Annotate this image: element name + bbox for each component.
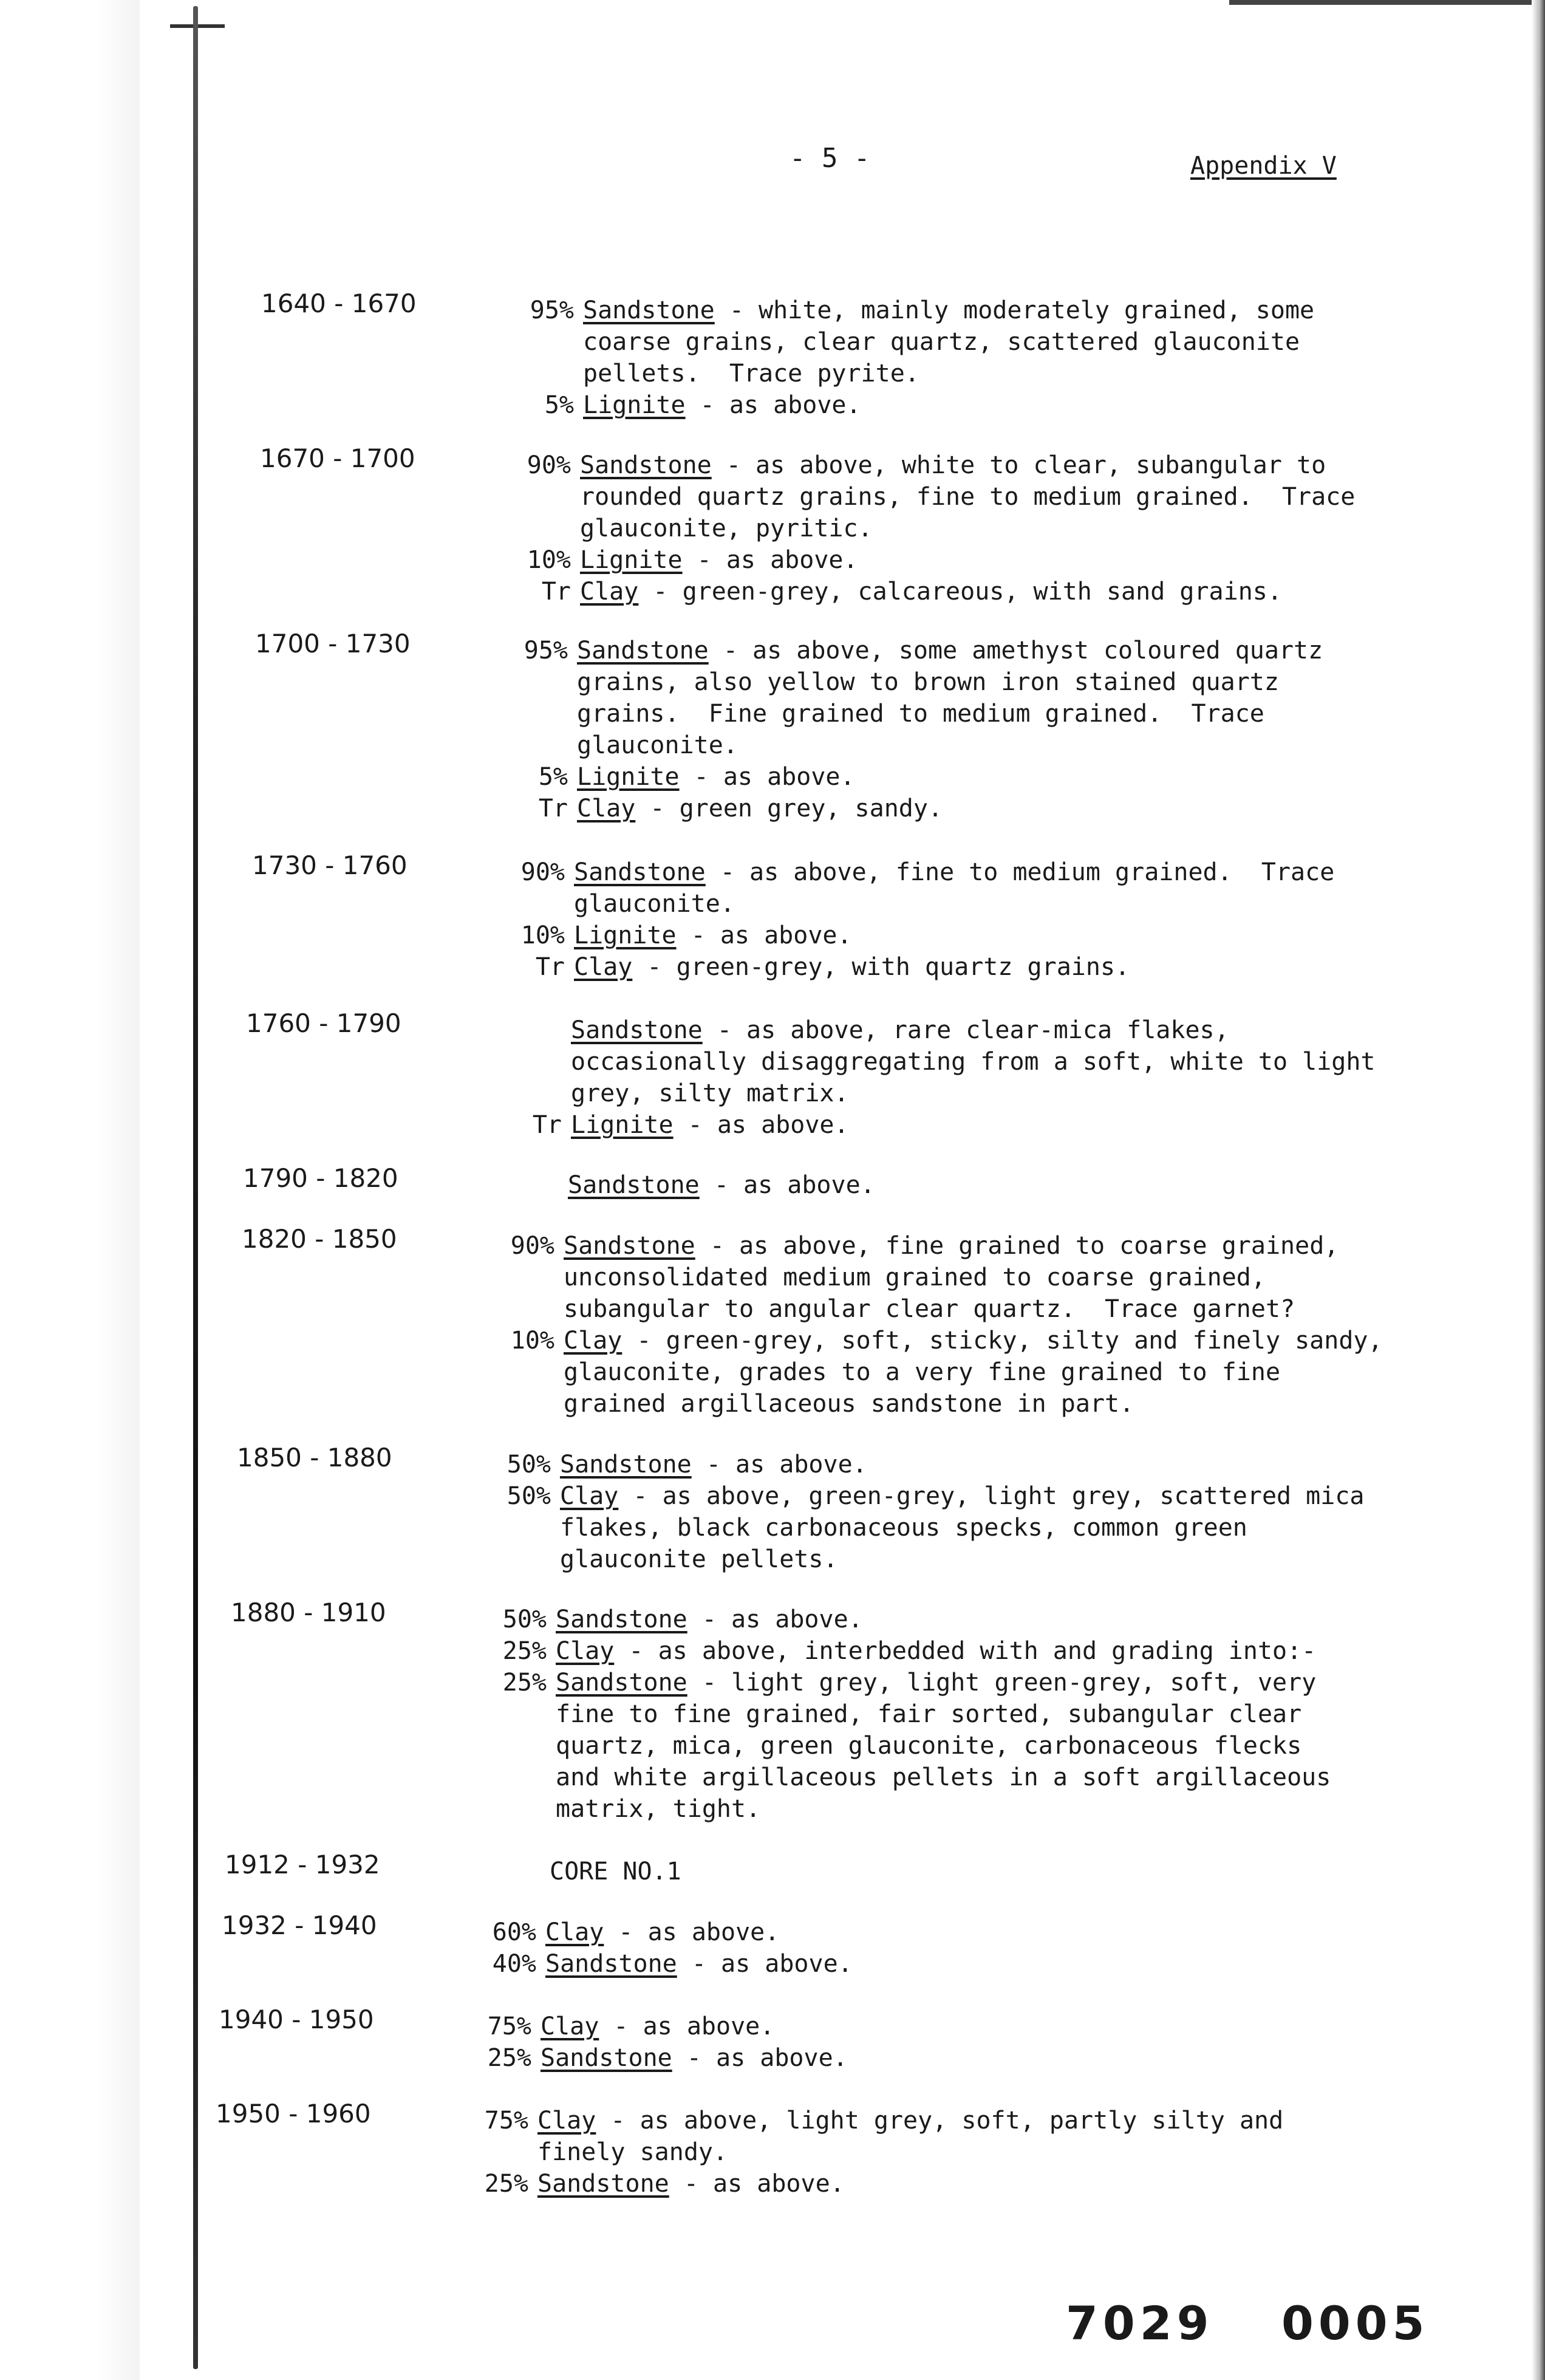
percentage: Tr	[538, 795, 568, 822]
depth-range: 1940 - 1950	[219, 2005, 374, 2034]
lithology-name: Clay	[564, 1327, 622, 1355]
description-text: - green-grey, with quartz grains.	[632, 953, 1130, 981]
lithology-name: Sandstone	[556, 1669, 687, 1697]
description-text: - as above.	[604, 1918, 780, 1946]
appendix-label: Appendix V	[1190, 152, 1337, 180]
depth-range: 1640 - 1670	[261, 289, 417, 318]
percentage: 25%	[487, 2044, 531, 2072]
lithology-name: Clay	[577, 795, 636, 822]
description-text: - as above.	[672, 2044, 848, 2072]
percentage: 90%	[510, 1232, 554, 1260]
description-text: glauconite, grades to a very fine grained to fine	[564, 1358, 1281, 1386]
depth-range: 1850 - 1880	[237, 1443, 392, 1472]
percentage: 95%	[530, 296, 574, 324]
description-text: glauconite.	[577, 731, 738, 759]
description-text: - white, mainly moderately grained, some	[714, 296, 1315, 324]
lithology-name: Lignite	[577, 763, 680, 791]
lithology-name: Clay	[560, 1482, 619, 1510]
percentage: Tr	[541, 578, 571, 606]
lithology-name: Sandstone	[564, 1232, 695, 1260]
description-text: - as above.	[669, 2170, 845, 2198]
description-text: matrix, tight.	[556, 1795, 761, 1823]
percentage: 75%	[484, 2107, 528, 2135]
description-text: - green-grey, soft, sticky, silty and finely sandy,	[622, 1327, 1383, 1355]
description-text: coarse grains, clear quartz, scattered glauconite	[583, 328, 1300, 356]
lithology-name: Sandstone	[537, 2170, 669, 2198]
description-text: - as above.	[687, 1605, 863, 1633]
footer-code-left: 7029	[1066, 2296, 1214, 2350]
description-text: - as above, interbedded with and grading into:-	[614, 1637, 1317, 1665]
description-text: - as above.	[679, 763, 855, 791]
description-text: - as above.	[682, 546, 858, 574]
percentage: 75%	[487, 2012, 531, 2040]
percentage: Tr	[535, 953, 565, 981]
description-text: - light grey, light green-grey, soft, very	[687, 1669, 1317, 1697]
depth-range: 1730 - 1760	[252, 850, 408, 880]
lithology-name: Sandstone	[571, 1016, 703, 1044]
lithology-name: Lignite	[574, 922, 677, 949]
description-text: rounded quartz grains, fine to medium grained. Trace	[580, 483, 1356, 511]
percentage: 5%	[544, 391, 574, 419]
depth-range: 1912 - 1932	[225, 1850, 380, 1879]
description-text: subangular to angular clear quartz. Trace garnet?	[564, 1295, 1295, 1323]
description-text: - as above, fine to medium grained. Trace	[705, 858, 1335, 886]
percentage: 50%	[506, 1451, 551, 1479]
description-text: fine to fine grained, fair sorted, subangular clear	[556, 1700, 1302, 1728]
percentage: Tr	[532, 1111, 562, 1139]
lithology-name: Clay	[574, 953, 633, 981]
lithology-name: Sandstone	[580, 451, 712, 479]
description-text: - as above.	[699, 1171, 875, 1199]
percentage: 25%	[484, 2170, 528, 2198]
description-text: unconsolidated medium grained to coarse grained,	[564, 1264, 1266, 1291]
page-number: - 5 -	[790, 143, 870, 174]
description-text: - as above, white to clear, subangular to	[711, 451, 1326, 479]
description-text: - as above.	[685, 391, 861, 419]
description-text: glauconite pellets.	[560, 1545, 838, 1573]
depth-range: 1932 - 1940	[222, 1910, 377, 1940]
percentage: 95%	[524, 637, 568, 665]
percentage: 10%	[527, 546, 571, 574]
description-text: grained argillaceous sandstone in part.	[564, 1390, 1134, 1418]
depth-range: 1760 - 1790	[246, 1008, 401, 1038]
percentage: 25%	[502, 1637, 547, 1665]
description-text: pellets. Trace pyrite.	[583, 360, 919, 388]
percentage: 90%	[527, 451, 571, 479]
description-text: - as above, some amethyst coloured quartz	[708, 637, 1323, 665]
percentage: 5%	[538, 763, 568, 791]
depth-range: 1700 - 1730	[255, 629, 411, 658]
depth-range: 1950 - 1960	[216, 2099, 371, 2129]
description-text: - as above, light grey, soft, partly silty and	[596, 2107, 1284, 2135]
lithology-name: Clay	[556, 1637, 615, 1665]
description-text: - as above, green-grey, light grey, scattered mica	[618, 1482, 1365, 1510]
description-text: and white argillaceous pellets in a soft argillaceous	[556, 1763, 1331, 1791]
lithology-name: Sandstone	[545, 1950, 677, 1978]
right-edge-shadow	[1532, 0, 1545, 2380]
description-text: grains. Fine grained to medium grained. Trace	[577, 700, 1264, 728]
lithology-name: Sandstone	[556, 1605, 687, 1633]
description-text: - green-grey, calcareous, with sand grains.	[638, 578, 1282, 606]
percentage: 25%	[502, 1669, 547, 1697]
lithology-name: Clay	[537, 2107, 596, 2135]
binding-margin	[0, 0, 140, 2380]
binding-line	[193, 6, 198, 2369]
description-text: quartz, mica, green glauconite, carbonaceous flecks	[556, 1732, 1302, 1760]
description-text: - as above, rare clear-mica flakes,	[702, 1016, 1229, 1044]
lithology-name: Sandstone	[541, 2044, 672, 2072]
lithology-name: Sandstone	[577, 637, 709, 665]
percentage: 10%	[510, 1327, 554, 1355]
percentage: 60%	[492, 1918, 536, 1946]
lithology-name: Lignite	[583, 391, 686, 419]
description-text: grains, also yellow to brown iron stained quartz	[577, 668, 1279, 696]
depth-range: 1820 - 1850	[242, 1224, 397, 1254]
lithology-name: Sandstone	[568, 1171, 700, 1199]
description-text: - as above.	[691, 1451, 867, 1479]
description-text: CORE NO.1	[550, 1858, 681, 1886]
description-text: occasionally disaggregating from a soft, white to light	[571, 1048, 1376, 1076]
lithology-name: Clay	[545, 1918, 604, 1946]
lithology-name: Lignite	[571, 1111, 674, 1139]
description-text: - as above, fine grained to coarse grained,	[695, 1232, 1339, 1260]
percentage: 50%	[502, 1605, 547, 1633]
lithology-name: Sandstone	[574, 858, 706, 886]
lithology-name: Sandstone	[583, 296, 715, 324]
description-text: grey, silty matrix.	[571, 1079, 849, 1107]
description-text: - green grey, sandy.	[635, 795, 943, 822]
lithology-name: Lignite	[580, 546, 683, 574]
depth-range: 1790 - 1820	[243, 1163, 398, 1193]
lithology-name: Sandstone	[560, 1451, 692, 1479]
description-text: glauconite, pyritic.	[580, 515, 873, 542]
depth-range: 1880 - 1910	[231, 1598, 386, 1627]
description-text: glauconite.	[574, 890, 735, 918]
lithology-name: Clay	[580, 578, 639, 606]
percentage: 40%	[492, 1950, 536, 1978]
percentage: 10%	[520, 922, 565, 949]
description-text: - as above.	[676, 922, 852, 949]
percentage: 90%	[520, 858, 565, 886]
description-text: - as above.	[599, 2012, 775, 2040]
description-text: - as above.	[677, 1950, 853, 1978]
description-text: - as above.	[673, 1111, 849, 1139]
percentage: 50%	[506, 1482, 551, 1510]
footer-code-right: 0005	[1281, 2296, 1430, 2350]
lithology-name: Clay	[541, 2012, 599, 2040]
description-text: flakes, black carbonaceous specks, common green	[560, 1514, 1247, 1542]
description-text: finely sandy.	[537, 2138, 728, 2166]
depth-range: 1670 - 1700	[260, 443, 415, 473]
top-edge-shadow	[1229, 0, 1545, 5]
